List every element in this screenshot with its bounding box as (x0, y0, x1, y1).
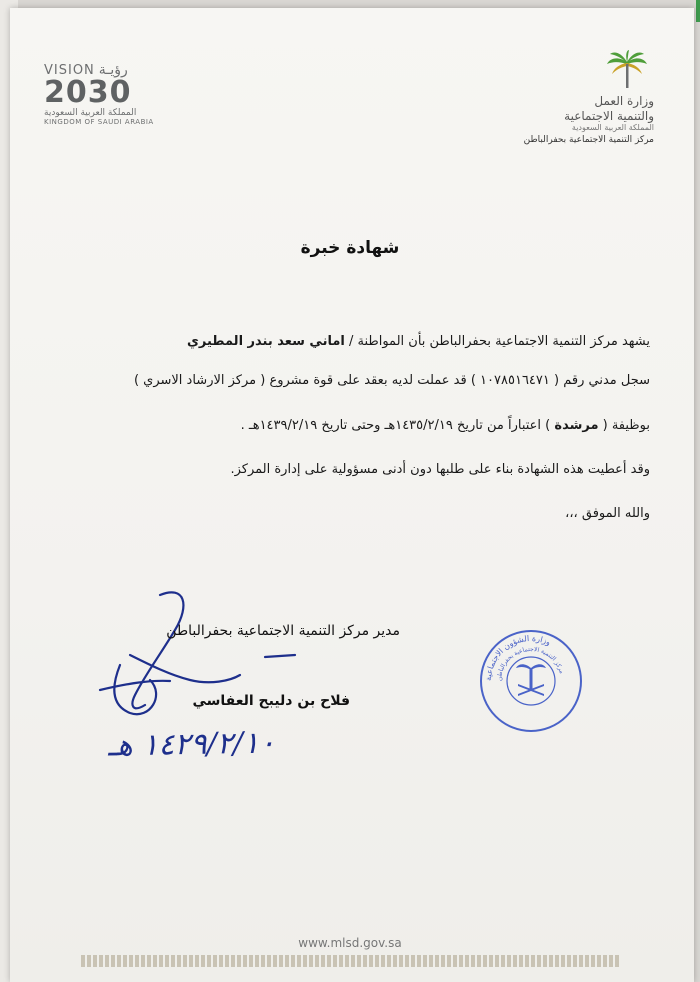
vision-year-text: 2030 (44, 75, 132, 110)
body-line-2: سجل مدني رقم ( ١٠٧٨٥١٦٤٧١ ) قد عملت لديه بعقد على قوة مشروع ( مركز الارشاد الاسري ) (133, 373, 650, 388)
ornament-segment (549, 955, 553, 967)
ornament-segment (303, 955, 307, 967)
ornament-segment (435, 955, 439, 967)
vision-kingdom-en: KINGDOM OF SAUDI ARABIA (44, 118, 154, 126)
ministry-line1: وزارة العمل (594, 94, 654, 108)
ministry-logo (484, 50, 654, 147)
ornament-segment (513, 955, 517, 967)
ornament-segment (297, 955, 301, 967)
ornament-segment (369, 955, 373, 967)
document-title: شهادة خبرة (300, 238, 400, 258)
vision-ar: رؤيـة (98, 62, 128, 78)
ornament-segment (219, 955, 223, 967)
employee-name: اماني سعد بندر المطيري (187, 334, 345, 349)
ornament-segment (405, 955, 409, 967)
stamp-outer-text: وزارة الشؤون الاجتماعية (483, 633, 553, 682)
line1-prefix: يشهد مركز التنمية الاجتماعية بحفرالباطن بأن المواطنة / (344, 334, 650, 349)
ornament-segment (483, 955, 487, 967)
ornament-segment (351, 955, 355, 967)
green-folder-edge (696, 0, 700, 22)
ornament-segment (399, 955, 403, 967)
ornament-segment (309, 955, 313, 967)
ornament-segment (261, 955, 265, 967)
signatory-name: فلاح بن دليبح العفاسي (192, 693, 350, 709)
ornament-segment (519, 955, 523, 967)
ornament-segment (201, 955, 205, 967)
stamp-inner-text: مركز التنمية الاجتماعية بحفرالباطن (495, 645, 566, 682)
ornament-segment (285, 955, 289, 967)
ornament-segment (387, 955, 391, 967)
ornament-segment (615, 955, 619, 967)
ornament-segment (177, 955, 181, 967)
ornament-segment (111, 955, 115, 967)
ornament-segment (129, 955, 133, 967)
ornament-segment (477, 955, 481, 967)
ornament-segment (237, 955, 241, 967)
ornament-segment (255, 955, 259, 967)
ornament-segment (171, 955, 175, 967)
body-line-1 (60, 334, 650, 349)
ornament-segment (375, 955, 379, 967)
ornament-segment (135, 955, 139, 967)
ornament-segment (159, 955, 163, 967)
ornament-segment (555, 955, 559, 967)
palm-emblem-icon (606, 50, 648, 94)
ornament-segment (501, 955, 505, 967)
ornament-segment (339, 955, 343, 967)
ornament-segment (429, 955, 433, 967)
ornament-segment (525, 955, 529, 967)
ornament-segment (543, 955, 547, 967)
ornament-segment (141, 955, 145, 967)
footer-url: www.mlsd.gov.sa (298, 936, 402, 950)
ornament-segment (453, 955, 457, 967)
ornament-segment (213, 955, 217, 967)
ornament-segment (99, 955, 103, 967)
ornament-segment (123, 955, 127, 967)
ornament-segment (165, 955, 169, 967)
ornament-segment (315, 955, 319, 967)
ornament-segment (333, 955, 337, 967)
ornament-segment (393, 955, 397, 967)
ornament-segment (423, 955, 427, 967)
ornament-segment (537, 955, 541, 967)
handwritten-date: ١٤٢٩/٢/١٠ هـ (107, 725, 276, 764)
ornament-segment (411, 955, 415, 967)
ornament-segment (327, 955, 331, 967)
footer-ornament (44, 955, 656, 967)
ornament-segment (573, 955, 577, 967)
ornament-segment (189, 955, 193, 967)
ornament-segment (597, 955, 601, 967)
vision-kingdom-ar: المملكة العربية السعودية (44, 108, 137, 118)
ornament-segment (117, 955, 121, 967)
ornament-segment (321, 955, 325, 967)
ornament-segment (267, 955, 271, 967)
ornament-segment (441, 955, 445, 967)
ornament-segment (507, 955, 511, 967)
ornament-segment (381, 955, 385, 967)
ornament-segment (603, 955, 607, 967)
official-stamp (478, 628, 584, 734)
ornament-segment (357, 955, 361, 967)
ornament-segment (273, 955, 277, 967)
ministry-line2: والتنمية الاجتماعية (564, 109, 654, 123)
ornament-segment (291, 955, 295, 967)
ornament-segment (105, 955, 109, 967)
stamp-emblem-icon (516, 664, 546, 696)
ornament-segment (609, 955, 613, 967)
ornament-segment (87, 955, 91, 967)
ornament-segment (345, 955, 349, 967)
ornament-segment (471, 955, 475, 967)
vision-2030-logo (44, 62, 164, 126)
vision-year (44, 75, 164, 110)
ornament-segment (249, 955, 253, 967)
ornament-segment (495, 955, 499, 967)
ornament-segment (567, 955, 571, 967)
ornament-segment (585, 955, 589, 967)
ornament-segment (447, 955, 451, 967)
ornament-segment (207, 955, 211, 967)
ornament-segment (417, 955, 421, 967)
ornament-segment (183, 955, 187, 967)
vision-en: VISION (44, 63, 95, 78)
ornament-segment (363, 955, 367, 967)
ornament-segment (279, 955, 283, 967)
signatory-title: مدير مركز التنمية الاجتماعية بحفرالباطن (166, 623, 400, 639)
ornament-segment (147, 955, 151, 967)
ornament-segment (561, 955, 565, 967)
ornament-segment (231, 955, 235, 967)
ornament-segment (489, 955, 493, 967)
ornament-segment (93, 955, 97, 967)
ornament-segment (591, 955, 595, 967)
closing-line: والله الموفق ،،، (565, 506, 650, 521)
ornament-segment (81, 955, 85, 967)
line3-suffix: ) اعتباراً من تاريخ ١٤٣٥/٢/١٩هـ وحتى تاريخ ١٤٣٩/٢/١٩هـ . (240, 418, 555, 433)
handwritten-signature (90, 585, 410, 745)
ornament-segment (225, 955, 229, 967)
body-line-3 (60, 418, 650, 433)
ornament-segment (531, 955, 535, 967)
ornament-segment (153, 955, 157, 967)
ministry-center: مركز التنمية الاجتماعية بحفرالباطن (523, 135, 654, 145)
ornament-segment (195, 955, 199, 967)
job-title: مرشدة (554, 418, 599, 433)
body-line-4: وقد أعطيت هذه الشهادة بناء على طلبها دون أدنى مسؤولية على إدارة المركز. (230, 462, 650, 477)
ornament-segment (459, 955, 463, 967)
document-page (10, 8, 694, 982)
ornament-segment (465, 955, 469, 967)
ornament-segment (579, 955, 583, 967)
ministry-line3: المملكة العربية السعودية (571, 123, 654, 132)
ornament-segment (243, 955, 247, 967)
line3-prefix: بوظيفة ( (598, 418, 650, 433)
